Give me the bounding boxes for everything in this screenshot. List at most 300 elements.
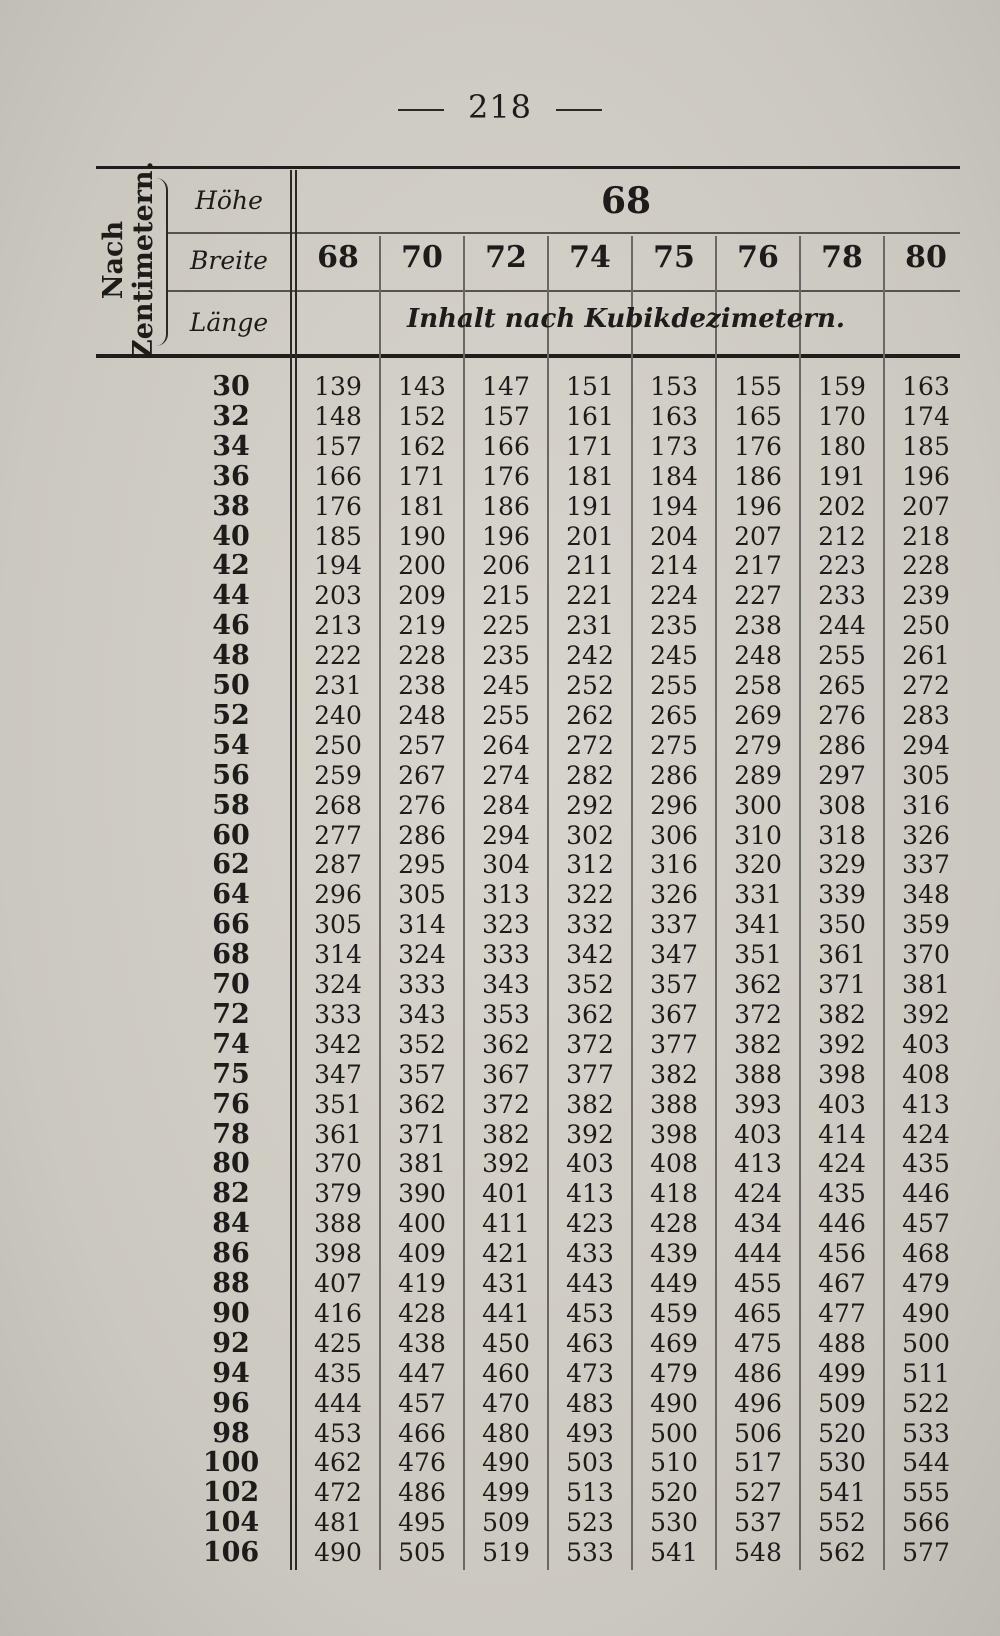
table-cell: 357 bbox=[650, 970, 698, 999]
table-cell: 382 bbox=[650, 1059, 698, 1089]
table-cell: 513 bbox=[566, 1478, 614, 1508]
table-cell: 522 bbox=[902, 1388, 950, 1418]
table-cell: 544 bbox=[902, 1448, 950, 1478]
row-laenge: 74 bbox=[212, 1028, 250, 1060]
table-cell: 511 bbox=[902, 1358, 950, 1388]
table-cell: 361 bbox=[314, 1119, 362, 1149]
table-cell: 304 bbox=[482, 850, 530, 880]
table-cell: 276 bbox=[818, 700, 866, 730]
table-cell: 456 bbox=[818, 1239, 866, 1269]
table-cell: 527 bbox=[734, 1478, 782, 1508]
table-cell: 407 bbox=[314, 1269, 362, 1298]
table-cell: 264 bbox=[482, 730, 530, 760]
table-cell: 503 bbox=[566, 1448, 614, 1478]
table-cell: 214 bbox=[650, 551, 698, 581]
table-cell: 153 bbox=[650, 372, 698, 401]
table-cell: 283 bbox=[902, 700, 950, 730]
table-cell: 258 bbox=[734, 671, 782, 700]
table-cell: 157 bbox=[482, 401, 530, 431]
table-cell: 314 bbox=[398, 910, 446, 940]
table-cell: 151 bbox=[566, 372, 614, 401]
table-cell: 329 bbox=[818, 850, 866, 880]
table-cell: 185 bbox=[902, 431, 950, 461]
table-cell: 284 bbox=[482, 790, 530, 820]
table-cell: 238 bbox=[734, 611, 782, 641]
table-cell: 174 bbox=[902, 401, 950, 431]
table-cell: 400 bbox=[398, 1209, 446, 1239]
table-cell: 552 bbox=[818, 1508, 866, 1538]
table-cell: 186 bbox=[482, 491, 530, 521]
table-cell: 196 bbox=[482, 521, 530, 551]
table-cell: 310 bbox=[734, 820, 782, 850]
table-cell: 239 bbox=[902, 581, 950, 611]
table-cell: 510 bbox=[650, 1448, 698, 1478]
table-cell: 408 bbox=[650, 1149, 698, 1179]
table-cell: 351 bbox=[314, 1089, 362, 1119]
row-laenge: 46 bbox=[212, 610, 250, 642]
table-cell: 468 bbox=[902, 1239, 950, 1269]
table-cell: 382 bbox=[818, 999, 866, 1029]
table-cell: 308 bbox=[818, 790, 866, 820]
table-cell: 203 bbox=[314, 581, 362, 611]
table-cell: 392 bbox=[902, 999, 950, 1029]
table-cell: 191 bbox=[818, 461, 866, 491]
table-cell: 490 bbox=[650, 1388, 698, 1418]
table-cell: 222 bbox=[314, 641, 362, 671]
table-cell: 218 bbox=[902, 521, 950, 551]
table-cell: 242 bbox=[566, 641, 614, 671]
row-laenge: 54 bbox=[212, 729, 250, 761]
table-cell: 362 bbox=[734, 970, 782, 999]
table-cell: 259 bbox=[314, 760, 362, 790]
table-cell: 357 bbox=[398, 1059, 446, 1089]
table-cell: 533 bbox=[902, 1418, 950, 1448]
table-cell: 520 bbox=[818, 1418, 866, 1448]
table-cell: 176 bbox=[314, 491, 362, 521]
table-cell: 392 bbox=[566, 1119, 614, 1149]
table-cell: 209 bbox=[398, 581, 446, 611]
table-cell: 287 bbox=[314, 850, 362, 880]
table-cell: 163 bbox=[902, 372, 950, 401]
side-label-line1: Nach bbox=[98, 220, 129, 300]
table-cell: 449 bbox=[650, 1269, 698, 1298]
table-cell: 351 bbox=[734, 940, 782, 970]
table-cell: 292 bbox=[566, 790, 614, 820]
table-cell: 519 bbox=[482, 1538, 530, 1568]
table-cell: 469 bbox=[650, 1328, 698, 1358]
table-cell: 297 bbox=[818, 760, 866, 790]
table-cell: 562 bbox=[818, 1538, 866, 1568]
table-cell: 490 bbox=[902, 1298, 950, 1328]
table-cell: 261 bbox=[902, 641, 950, 671]
hoehe-value: 68 bbox=[600, 180, 652, 222]
table-cell: 286 bbox=[818, 730, 866, 760]
table-cell: 257 bbox=[398, 730, 446, 760]
table-cell: 490 bbox=[482, 1448, 530, 1478]
table-cell: 204 bbox=[650, 521, 698, 551]
row-laenge: 94 bbox=[212, 1357, 250, 1389]
row-laenge: 44 bbox=[212, 580, 250, 612]
table-cell: 467 bbox=[818, 1269, 866, 1298]
label-laenge: Länge bbox=[189, 308, 269, 337]
breite-value: 80 bbox=[905, 240, 947, 275]
table-cell: 388 bbox=[650, 1089, 698, 1119]
row-laenge: 86 bbox=[212, 1238, 250, 1270]
table-cell: 143 bbox=[398, 372, 446, 401]
table-cell: 224 bbox=[650, 581, 698, 611]
table-cell: 320 bbox=[734, 850, 782, 880]
table-cell: 286 bbox=[398, 820, 446, 850]
table-cell: 347 bbox=[314, 1059, 362, 1089]
row-laenge: 56 bbox=[212, 759, 250, 791]
table-cell: 176 bbox=[482, 461, 530, 491]
table-cell: 314 bbox=[314, 940, 362, 970]
table-cell: 148 bbox=[314, 401, 362, 431]
table-cell: 163 bbox=[650, 401, 698, 431]
table-cell: 421 bbox=[482, 1239, 530, 1269]
table-cell: 316 bbox=[902, 790, 950, 820]
table-cell: 382 bbox=[566, 1089, 614, 1119]
table-cell: 435 bbox=[902, 1149, 950, 1179]
table-cell: 403 bbox=[818, 1089, 866, 1119]
table-cell: 473 bbox=[566, 1358, 614, 1388]
table-cell: 268 bbox=[314, 790, 362, 820]
table-cell: 414 bbox=[818, 1119, 866, 1149]
row-laenge: 92 bbox=[212, 1327, 250, 1359]
row-laenge: 32 bbox=[212, 400, 250, 432]
table-cell: 219 bbox=[398, 611, 446, 641]
row-laenge: 34 bbox=[212, 430, 250, 462]
table-cell: 424 bbox=[902, 1119, 950, 1149]
row-laenge: 82 bbox=[212, 1178, 250, 1210]
table-cell: 423 bbox=[566, 1209, 614, 1239]
table-cell: 413 bbox=[902, 1089, 950, 1119]
table-cell: 265 bbox=[818, 671, 866, 700]
table-cell: 352 bbox=[398, 1029, 446, 1059]
table-cell: 398 bbox=[650, 1119, 698, 1149]
table-cell: 537 bbox=[734, 1508, 782, 1538]
table-cell: 286 bbox=[650, 760, 698, 790]
table-cell: 488 bbox=[818, 1328, 866, 1358]
table-cell: 517 bbox=[734, 1448, 782, 1478]
table-cell: 424 bbox=[818, 1149, 866, 1179]
table-cell: 181 bbox=[398, 491, 446, 521]
table-cell: 541 bbox=[818, 1478, 866, 1508]
table-cell: 367 bbox=[650, 999, 698, 1029]
table-cell: 530 bbox=[650, 1508, 698, 1538]
table-cell: 275 bbox=[650, 730, 698, 760]
table-cell: 530 bbox=[818, 1448, 866, 1478]
table-cell: 428 bbox=[650, 1209, 698, 1239]
table-cell: 416 bbox=[314, 1298, 362, 1328]
table-cell: 350 bbox=[818, 910, 866, 940]
table-cell: 495 bbox=[398, 1508, 446, 1538]
table-cell: 446 bbox=[818, 1209, 866, 1239]
table-cell: 313 bbox=[482, 880, 530, 910]
table-cell: 147 bbox=[482, 372, 530, 401]
page-number: 218 bbox=[467, 88, 533, 126]
row-laenge: 80 bbox=[212, 1148, 250, 1180]
table-cell: 294 bbox=[902, 730, 950, 760]
table-cell: 213 bbox=[314, 611, 362, 641]
row-laenge: 38 bbox=[212, 490, 250, 522]
inhalt-caption: Inhalt nach Kubikdezimetern. bbox=[407, 304, 845, 334]
table-cell: 333 bbox=[398, 970, 446, 999]
table-cell: 235 bbox=[650, 611, 698, 641]
table-cell: 245 bbox=[650, 641, 698, 671]
row-laenge: 50 bbox=[212, 670, 250, 701]
row-laenge: 90 bbox=[212, 1297, 250, 1329]
table-cell: 312 bbox=[566, 850, 614, 880]
table-cell: 499 bbox=[482, 1478, 530, 1508]
table-cell: 475 bbox=[734, 1328, 782, 1358]
table-cell: 255 bbox=[650, 671, 698, 700]
label-breite: Breite bbox=[190, 246, 268, 275]
table-cell: 353 bbox=[482, 999, 530, 1029]
table-cell: 211 bbox=[566, 551, 614, 581]
table-cell: 398 bbox=[314, 1239, 362, 1269]
row-laenge: 60 bbox=[212, 819, 250, 851]
row-laenge: 30 bbox=[212, 371, 250, 402]
table-cell: 337 bbox=[650, 910, 698, 940]
table-cell: 343 bbox=[482, 970, 530, 999]
table-cell: 324 bbox=[314, 970, 362, 999]
table-cell: 457 bbox=[398, 1388, 446, 1418]
table-cell: 331 bbox=[734, 880, 782, 910]
table-cell: 359 bbox=[902, 910, 950, 940]
table-cell: 282 bbox=[566, 760, 614, 790]
table-cell: 361 bbox=[818, 940, 866, 970]
table-cell: 367 bbox=[482, 1059, 530, 1089]
row-laenge: 52 bbox=[212, 699, 250, 731]
table-cell: 409 bbox=[398, 1239, 446, 1269]
table-cell: 479 bbox=[650, 1358, 698, 1388]
table-cell: 248 bbox=[734, 641, 782, 671]
table-cell: 215 bbox=[482, 581, 530, 611]
table-cell: 460 bbox=[482, 1358, 530, 1388]
table-cell: 196 bbox=[734, 491, 782, 521]
table-cell: 438 bbox=[398, 1328, 446, 1358]
table-cell: 443 bbox=[566, 1269, 614, 1298]
table-cell: 483 bbox=[566, 1388, 614, 1418]
table-cell: 381 bbox=[398, 1149, 446, 1179]
table-cell: 428 bbox=[398, 1298, 446, 1328]
table-cell: 305 bbox=[398, 880, 446, 910]
table-cell: 403 bbox=[902, 1029, 950, 1059]
table-cell: 295 bbox=[398, 850, 446, 880]
table-cell: 255 bbox=[482, 700, 530, 730]
brace bbox=[148, 178, 168, 346]
table-cell: 462 bbox=[314, 1448, 362, 1478]
row-laenge: 72 bbox=[212, 998, 250, 1030]
table-cell: 206 bbox=[482, 551, 530, 581]
table-cell: 323 bbox=[482, 910, 530, 940]
table-cell: 341 bbox=[734, 910, 782, 940]
table-cell: 472 bbox=[314, 1478, 362, 1508]
table-cell: 555 bbox=[902, 1478, 950, 1508]
table-cell: 419 bbox=[398, 1269, 446, 1298]
table-cell: 370 bbox=[314, 1149, 362, 1179]
table-cell: 152 bbox=[398, 401, 446, 431]
table-cell: 347 bbox=[650, 940, 698, 970]
dash-left bbox=[398, 109, 444, 111]
table-cell: 499 bbox=[818, 1358, 866, 1388]
table-cell: 326 bbox=[650, 880, 698, 910]
table-cell: 305 bbox=[902, 760, 950, 790]
table-cell: 411 bbox=[482, 1209, 530, 1239]
table-cell: 227 bbox=[734, 581, 782, 611]
dash-right bbox=[556, 109, 602, 111]
table-cell: 418 bbox=[650, 1179, 698, 1209]
side-label-line2: Zentimetern. bbox=[128, 161, 159, 359]
table-cell: 459 bbox=[650, 1298, 698, 1328]
table-cell: 231 bbox=[314, 671, 362, 700]
table-cell: 371 bbox=[398, 1119, 446, 1149]
row-laenge: 102 bbox=[202, 1477, 260, 1509]
table-cell: 207 bbox=[902, 491, 950, 521]
table-cell: 277 bbox=[314, 820, 362, 850]
table-cell: 244 bbox=[818, 611, 866, 641]
table-cell: 362 bbox=[566, 999, 614, 1029]
table-cell: 235 bbox=[482, 641, 530, 671]
table-cell: 348 bbox=[902, 880, 950, 910]
table-cell: 372 bbox=[734, 999, 782, 1029]
table-cell: 302 bbox=[566, 820, 614, 850]
table-cell: 238 bbox=[398, 671, 446, 700]
table-cell: 212 bbox=[818, 521, 866, 551]
table-cell: 500 bbox=[902, 1328, 950, 1358]
table-cell: 382 bbox=[482, 1119, 530, 1149]
table-cell: 403 bbox=[734, 1119, 782, 1149]
table-cell: 509 bbox=[482, 1508, 530, 1538]
table-cell: 228 bbox=[398, 641, 446, 671]
table-cell: 324 bbox=[398, 940, 446, 970]
table-cell: 393 bbox=[734, 1089, 782, 1119]
row-laenge: 78 bbox=[212, 1118, 250, 1150]
table-cell: 186 bbox=[734, 461, 782, 491]
table-cell: 139 bbox=[314, 372, 362, 401]
table-cell: 171 bbox=[398, 461, 446, 491]
table-cell: 272 bbox=[566, 730, 614, 760]
table-cell: 548 bbox=[734, 1538, 782, 1568]
table-cell: 343 bbox=[398, 999, 446, 1029]
table-cell: 279 bbox=[734, 730, 782, 760]
row-laenge: 88 bbox=[212, 1268, 250, 1299]
table-cell: 433 bbox=[566, 1239, 614, 1269]
row-laenge: 106 bbox=[202, 1537, 260, 1569]
table-cell: 377 bbox=[566, 1059, 614, 1089]
table-cell: 155 bbox=[734, 372, 782, 401]
table-cell: 274 bbox=[482, 760, 530, 790]
table-cell: 450 bbox=[482, 1328, 530, 1358]
table-cell: 465 bbox=[734, 1298, 782, 1328]
table-cell: 333 bbox=[482, 940, 530, 970]
table-cell: 245 bbox=[482, 671, 530, 700]
table-cell: 339 bbox=[818, 880, 866, 910]
table-cell: 184 bbox=[650, 461, 698, 491]
table-cell: 463 bbox=[566, 1328, 614, 1358]
table-cell: 190 bbox=[398, 521, 446, 551]
table-cell: 505 bbox=[398, 1538, 446, 1568]
table-cell: 435 bbox=[818, 1179, 866, 1209]
breite-value: 78 bbox=[821, 240, 863, 275]
table-cell: 379 bbox=[314, 1179, 362, 1209]
table-cell: 296 bbox=[314, 880, 362, 910]
row-laenge: 62 bbox=[212, 849, 250, 881]
row-laenge: 66 bbox=[212, 909, 250, 941]
table-cell: 392 bbox=[818, 1029, 866, 1059]
table-cell: 377 bbox=[650, 1029, 698, 1059]
table-cell: 496 bbox=[734, 1388, 782, 1418]
table-cell: 444 bbox=[734, 1239, 782, 1269]
row-laenge: 104 bbox=[202, 1507, 260, 1539]
table-cell: 231 bbox=[566, 611, 614, 641]
table-cell: 342 bbox=[314, 1029, 362, 1059]
breite-value: 72 bbox=[485, 240, 527, 275]
side-label bbox=[72, 162, 186, 358]
table-cell: 185 bbox=[314, 521, 362, 551]
breite-value: 75 bbox=[653, 240, 695, 275]
table-cell: 441 bbox=[482, 1298, 530, 1328]
table-cell: 248 bbox=[398, 700, 446, 730]
row-laenge: 58 bbox=[212, 789, 250, 821]
table-cell: 333 bbox=[314, 999, 362, 1029]
row-laenge: 68 bbox=[212, 939, 250, 971]
table-cell: 233 bbox=[818, 581, 866, 611]
table-cell: 352 bbox=[566, 970, 614, 999]
row-laenge: 70 bbox=[212, 969, 250, 1000]
table-cell: 486 bbox=[734, 1358, 782, 1388]
table-cell: 294 bbox=[482, 820, 530, 850]
row-laenge: 48 bbox=[212, 640, 250, 672]
table-cell: 372 bbox=[566, 1029, 614, 1059]
table-cell: 481 bbox=[314, 1508, 362, 1538]
table-cell: 161 bbox=[566, 401, 614, 431]
table-cell: 533 bbox=[566, 1538, 614, 1568]
table-cell: 480 bbox=[482, 1418, 530, 1448]
row-laenge: 36 bbox=[212, 460, 250, 492]
table-cell: 318 bbox=[818, 820, 866, 850]
row-laenge: 96 bbox=[212, 1387, 250, 1419]
table-cell: 316 bbox=[650, 850, 698, 880]
table-cell: 306 bbox=[650, 820, 698, 850]
breite-value: 68 bbox=[317, 240, 359, 275]
table-cell: 228 bbox=[902, 551, 950, 581]
table-cell: 272 bbox=[902, 671, 950, 700]
table-cell: 425 bbox=[314, 1328, 362, 1358]
table-cell: 191 bbox=[566, 491, 614, 521]
table-cell: 403 bbox=[566, 1149, 614, 1179]
table-cell: 300 bbox=[734, 790, 782, 820]
table-cell: 170 bbox=[818, 401, 866, 431]
row-laenge: 40 bbox=[212, 520, 250, 552]
table-cell: 398 bbox=[818, 1059, 866, 1089]
table-cell: 196 bbox=[902, 461, 950, 491]
table-cell: 240 bbox=[314, 700, 362, 730]
table-cell: 202 bbox=[818, 491, 866, 521]
table-cell: 252 bbox=[566, 671, 614, 700]
row-laenge: 42 bbox=[212, 550, 250, 582]
row-laenge: 100 bbox=[202, 1447, 260, 1479]
table-cell: 486 bbox=[398, 1478, 446, 1508]
breite-value: 74 bbox=[569, 240, 611, 275]
table-cell: 477 bbox=[818, 1298, 866, 1328]
table-cell: 371 bbox=[818, 970, 866, 999]
hoehe-rule bbox=[168, 232, 960, 234]
table-cell: 566 bbox=[902, 1508, 950, 1538]
table-cell: 162 bbox=[398, 431, 446, 461]
row-laenge: 75 bbox=[212, 1058, 250, 1090]
